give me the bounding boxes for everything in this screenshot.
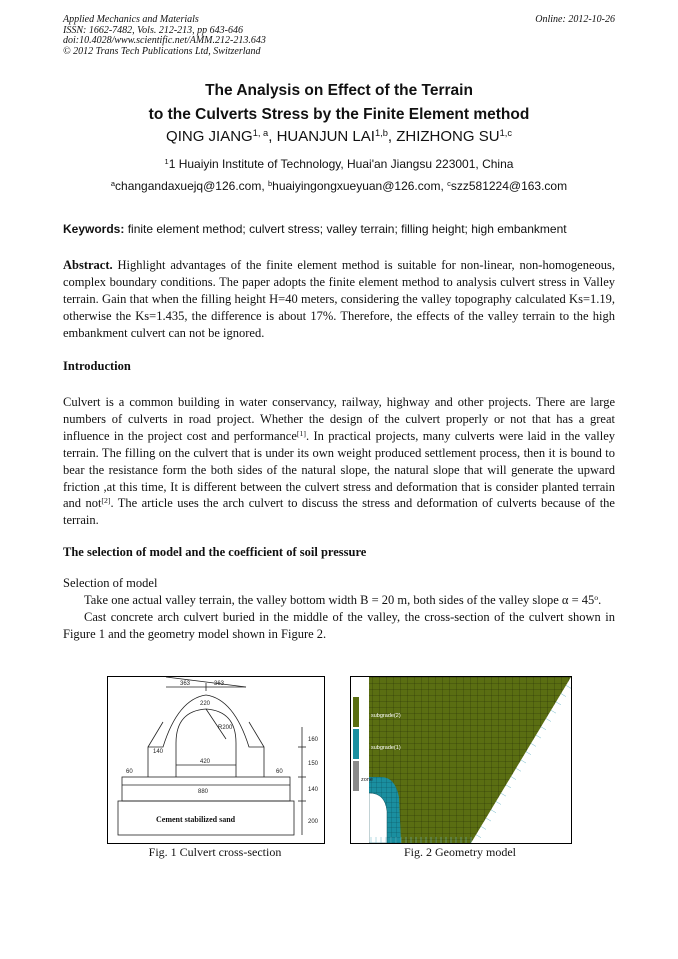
- author-name: HUANJUN LAI: [276, 128, 375, 145]
- intro-text: . The article uses the arch culvert to discuss the stress and deformation of culverts because of the terrain.: [63, 496, 615, 528]
- dim-left-edge: 60: [126, 769, 133, 775]
- copyright: © 2012 Trans Tech Publications Ltd, Switzerland: [63, 45, 261, 57]
- figure-1-caption: Fig. 1 Culvert cross-section: [148, 845, 282, 859]
- legend-label: zone: [361, 777, 373, 783]
- keywords-text: finite element method; culvert stress; valley terrain; filling height; high embankment: [127, 222, 567, 236]
- author-sup: 1,c: [499, 127, 512, 138]
- email-link[interactable]: changandaxuejq@126.com,: [115, 179, 265, 193]
- dim-radius-top: 220: [200, 701, 211, 707]
- section-body: [63, 575, 615, 643]
- affiliation-text: 1 Huaiyin Institute of Technology, Huai'an Jiangsu 223001, China: [168, 157, 514, 171]
- abstract-text: Highlight advantages of the finite element method is suitable for non-linear, non-homogeneous, complex boundary conditions. The paper adopts the finite element method to analysis culvert stress in Valley terrain. Gain that when the filling height H=40 meters, considering the valley topography calculated Ks=1.19, otherwise the Ks=1.435, the difference is about 17%. Therefore, the effects of the valley terrain to the high embankment culvert can not be ignored.: [63, 258, 616, 340]
- para-text: .: [598, 592, 602, 607]
- dim-h4: 200: [308, 819, 319, 825]
- journal-name: Applied Mechanics and Materials: [63, 14, 199, 25]
- keywords: [63, 222, 615, 236]
- introduction-body: [63, 394, 615, 529]
- dim-haunch: 140: [153, 749, 164, 755]
- introduction-heading: Introduction: [63, 359, 131, 373]
- email-sup: b: [268, 178, 273, 188]
- figure-1: [107, 676, 325, 844]
- title-line-2: to the Culverts Stress by the Finite Element method: [148, 106, 530, 123]
- email-link[interactable]: huaiyingongxueyuan@126.com,: [272, 179, 444, 193]
- author-sup: 1,b: [374, 127, 388, 138]
- legend-label: subgrade(2): [371, 713, 401, 719]
- figure-2: [350, 676, 572, 844]
- abstract: [63, 257, 615, 342]
- author-name: QING JIANG: [166, 128, 253, 145]
- keywords-label: Keywords:: [63, 222, 125, 236]
- paragraph: [63, 592, 615, 609]
- email-sup: a: [110, 178, 116, 188]
- citation-1[interactable]: [1]: [296, 428, 306, 438]
- title-line-1: The Analysis on Effect of the Terrain: [205, 82, 473, 99]
- affiliation-sup: 1: [164, 156, 169, 166]
- dim-top-right: 363: [214, 681, 225, 687]
- running-header: [63, 15, 615, 57]
- dim-base-width: 880: [198, 789, 209, 795]
- online-date: Online: 2012-10-26: [535, 14, 615, 25]
- para-text: Take one actual valley terrain, the valley bottom width B = 20 m, both sides of the valley slope α = 45: [84, 592, 595, 607]
- email-sup: c: [447, 178, 451, 188]
- dim-top-left: 363: [180, 681, 191, 687]
- doi: doi:10.4028/www.scientific.net/AMM.212-213.643: [63, 35, 266, 46]
- citation-2[interactable]: [2]: [101, 496, 111, 506]
- figure-2-caption: Fig. 2 Geometry model: [404, 845, 516, 859]
- degree-sup: o: [594, 592, 599, 602]
- affiliation: [0, 157, 678, 171]
- fem-geometry-model: [351, 677, 571, 843]
- legend-label: subgrade(1): [371, 745, 401, 751]
- paragraph: Cast concrete arch culvert buried in the middle of the valley, the cross-section of the culvert shown in Figure 1 and the geometry model shown in Figure 2.: [63, 609, 615, 641]
- dim-h2: 150: [308, 761, 319, 767]
- dim-inner-width: 420: [200, 759, 211, 765]
- dim-right-edge: 60: [276, 769, 283, 775]
- abstract-label: Abstract.: [63, 258, 113, 272]
- dim-h1: 160: [308, 737, 319, 743]
- intro-text: . In practical projects, many culverts were laid in the valley terrain. The filling on the culvert that is under its own weight produced settlement process, then it is bound to bear the resistance form the both sides of the natural slope, the natural slope that will generate the upward friction ,at this time, It is different between the culvert stress and deformation that is consider planted terrain and not: [63, 428, 615, 511]
- culvert-cross-section-drawing: [108, 677, 324, 843]
- dim-radius-inner: R200: [218, 725, 233, 731]
- section-heading: The selection of model and the coefficient of soil pressure: [63, 545, 367, 559]
- issn: ISSN: 1662-7482, Vols. 212-213, pp 643-646: [63, 24, 243, 36]
- subheading: Selection of model: [63, 576, 158, 590]
- dim-h3: 140: [308, 787, 319, 793]
- base-label: Cement stabilized sand: [156, 815, 236, 824]
- email-list: [0, 179, 678, 193]
- intro-text: Culvert is a common building in water conservancy, railway, highway and other projects. There are large numbers of culverts in road project. Whether the design of the culvert properly or not that has a great influence in the project cost and performance: [63, 395, 615, 443]
- author-sup: 1, a: [252, 127, 269, 138]
- author-name: ZHIZHONG SU: [396, 128, 500, 145]
- email-link[interactable]: szz581224@163.com: [450, 179, 568, 193]
- author-list: QING JIANG$^{1, a}$, HUANJUN LAI$^{1,b}$, ZHIZHONG SU$^{1,c}$: [166, 127, 512, 145]
